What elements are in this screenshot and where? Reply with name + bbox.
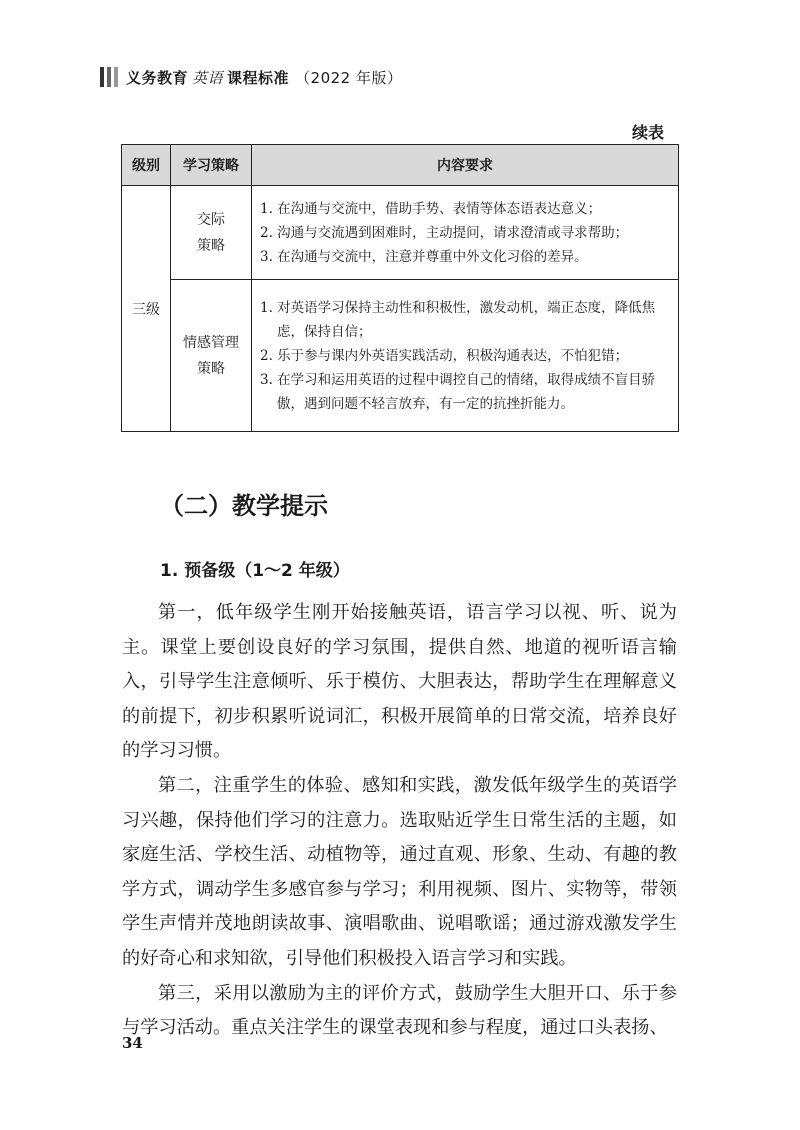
content-cell: [252, 280, 679, 432]
requirement-item: 1. 对英语学习保持主动性和积极性，激发动机，端正态度，降低焦虑，保持自信；: [260, 299, 656, 340]
requirement-item: 3. 在学习和运用英语的过程中调控自己的情绪，取得成绩不盲目骄傲，遇到问题不轻言放弃，有一定的抗挫折能力。: [260, 371, 656, 412]
content-cell: [252, 186, 679, 280]
running-header: [100, 64, 403, 90]
strategy-line: 策略: [197, 237, 225, 254]
strategy-cell: [171, 186, 252, 280]
requirement-item: 1. 在沟通与交流中，借助手势、表情等体态语表达意义；: [260, 200, 602, 217]
paragraph: 第三，采用以激励为主的评价方式，鼓励学生大胆开口、乐于参与学习活动。重点关注学生的课堂表现和参与程度，通过口头表扬、: [122, 982, 677, 1039]
header-bars-icon: [100, 67, 118, 87]
header-subject: 英语: [192, 68, 224, 87]
section-title: （二）教学提示: [160, 492, 328, 520]
paragraph: 第一，低年级学生刚开始接触英语，语言学习以视、听、说为主。课堂上要创设良好的学习氛围，提供自然、地道的视听语言输入，引导学生注意倾听、乐于模仿、大胆表达，帮助学生在理解意义的前提下，初步积累听说词汇，积极开展简单的日常交流，培养良好的学习习惯。: [122, 602, 677, 762]
table-header-row: [122, 145, 679, 186]
strategy-line: 交际: [197, 211, 225, 228]
header-content: 内容要求: [252, 145, 679, 186]
header-suffix: 课程标准: [227, 68, 290, 87]
body-text: [122, 596, 677, 1046]
requirement-item: 3. 在沟通与交流中，注意并尊重中外文化习俗的差异。: [260, 248, 588, 265]
header-level: 级别: [122, 145, 171, 186]
header-title: [126, 67, 403, 88]
header-strategy: 学习策略: [171, 145, 252, 186]
table-row: [122, 280, 679, 432]
header-prefix: 义务教育: [126, 68, 189, 87]
strategy-line: 策略: [197, 360, 225, 377]
requirement-item: 2. 沟通与交流遇到困难时，主动提问，请求澄清或寻求帮助；: [260, 224, 629, 241]
strategy-cell: [171, 280, 252, 432]
subsection-title: 1. 预备级（1～2 年级）: [160, 561, 350, 581]
header-year: （2022 年版）: [295, 68, 403, 87]
level-cell: 三级: [122, 186, 171, 432]
requirement-item: 2. 乐于参与课内外英语实践活动，积极沟通表达，不怕犯错；: [260, 347, 629, 364]
strategy-table: [121, 144, 679, 432]
continued-label: 续表: [631, 123, 664, 142]
page-number: 34: [122, 1034, 143, 1052]
strategy-line: 情感管理: [183, 334, 239, 351]
table-row: [122, 186, 679, 280]
paragraph: 第二，注重学生的体验、感知和实践，激发低年级学生的英语学习兴趣，保持他们学习的注意力。选取贴近学生日常生活的主题，如家庭生活、学校生活、动植物等，通过直观、形象、生动、有趣的教学方式，调动学生多感官参与学习；利用视频、图片、实物等，带领学生声情并茂地朗读故事、演唱歌曲、说唱歌谣；通过游戏激发学生的好奇心和求知欲，引导他们积极投入语言学习和实践。: [122, 774, 677, 969]
